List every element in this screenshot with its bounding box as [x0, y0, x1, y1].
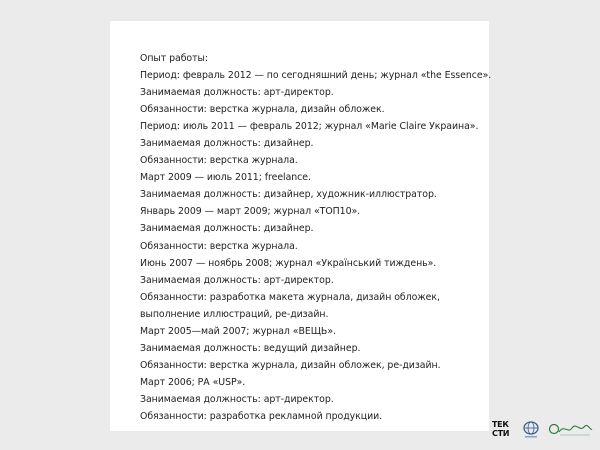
text-line: Март 2009 — июль 2011; freelance.	[140, 172, 311, 184]
text-line: Занимаемая должность: арт-директор.	[140, 393, 334, 405]
text-line: Занимаемая должность: дизайнер.	[140, 223, 314, 235]
text-line: Обязанности: верстка журнала.	[140, 240, 298, 252]
text-line: Занимаемая должность: ведущий дизайнер.	[140, 342, 361, 354]
text-line-wrapped: Обязанности: разработка макета журнала, дизайн обложек, выполнение иллюстраций, ре-дизайн.	[140, 291, 440, 320]
script-logo-icon	[548, 420, 594, 440]
text-line: Март 2005—май 2007; журнал «ВЕЩЬ».	[140, 325, 336, 337]
document-card	[110, 21, 492, 431]
tk-logo	[492, 420, 510, 440]
text-line: Занимаемая должность: дизайнер.	[140, 138, 314, 150]
text-line: Март 2006; РА «USP».	[140, 376, 246, 388]
footer-logos	[0, 420, 600, 446]
text-line: Период: июль 2011 — февраль 2012; журнал «Marie Claire Украина».	[140, 121, 479, 133]
text-line: Обязанности: верстка журнала, дизайн обложек, ре-дизайн.	[140, 359, 441, 371]
section-heading: Опыт работы:	[140, 53, 208, 64]
text-line: Июнь 2007 — ноябрь 2008; журнал «Український тиждень».	[140, 257, 437, 269]
globe-logo-icon	[520, 420, 542, 440]
tk-logo-bottom: СТИ	[492, 429, 510, 438]
text-line: Обязанности: верстка журнала, дизайн обложек.	[140, 104, 385, 116]
text-line: Обязанности: верстка журнала.	[140, 155, 298, 167]
text-line: Обязанности: разработка рекламной продукции.	[140, 410, 383, 422]
text-line: Занимаемая должность: арт-директор.	[140, 274, 334, 286]
tk-logo-top: ТЕК	[492, 420, 509, 429]
text-line: Занимаемая должность: дизайнер, художник-иллюстратор.	[140, 189, 437, 201]
text-line: Период: февраль 2012 — по сегодняшний день; журнал «the Essence».	[140, 70, 492, 82]
resume-text	[140, 50, 492, 425]
text-line: Январь 2009 — март 2009; журнал «ТОП10».	[140, 206, 361, 218]
text-line: Занимаемая должность: арт-директор.	[140, 87, 334, 99]
